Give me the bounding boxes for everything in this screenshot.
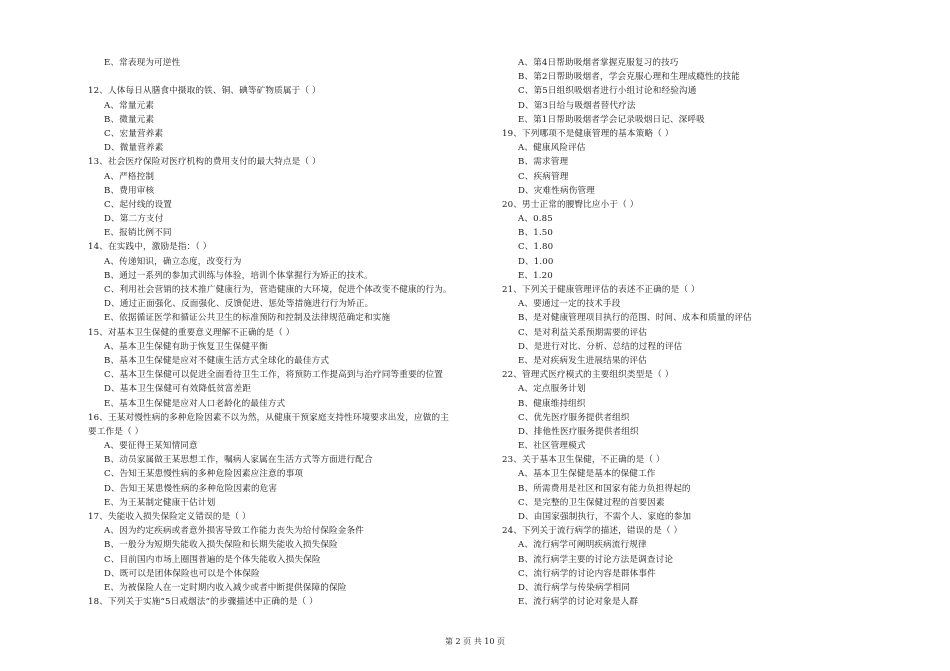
left-option-line: E、为被保险人在一定时期内收入减少或者中断提供保障的保险 [104,582,347,593]
left-option-line: A、传递知识，确立态度，改变行为 [104,256,242,267]
left-question-line: 12、人体每日从膳食中摄取的铁、铜、碘等矿物质属于（ ） [88,86,321,97]
left-question-line: 18、下列关于实施“5日戒烟法”的步骤描述中正确的是（ ） [88,597,318,608]
left-option-line: B、通过一系列的参加式训练与体验，培训个体掌握行为矫正的技术。 [104,270,373,281]
right-option-line: B、健康维持组织 [518,398,586,409]
right-option-line: C、是完整的卫生保健过程的首要因素 [518,497,665,508]
left-option-line: B、微量元素 [104,114,155,125]
right-option-line: B、所需费用是社区和国家有能力负担得起的 [518,483,691,494]
left-option-line: D、第二方支付 [104,214,164,225]
right-question-line: 19、下列哪项不是健康管理的基本策略（ ） [502,128,674,139]
right-option-line: D、第3日给与吸烟者替代疗法 [518,100,636,111]
page-footer: 第 2 页 共 10 页 [445,637,505,646]
right-option-line: C、优先医疗服务提供者组织 [518,412,630,423]
left-question-line: 要工作是（ ） [88,426,144,437]
right-option-line: B、第2日帮助吸烟者，学会克服心理和生理成瘾性的技能 [518,72,740,83]
right-option-line: A、基本卫生保健是基本的保健工作 [518,469,656,480]
left-option-line: E、常表现为可逆性 [104,58,181,68]
left-column [88,56,488,609]
left-option-line: A、要征得王某知情同意 [104,441,198,452]
left-option-line: D、通过正面强化、反面强化、反馈促进、惩处等措施进行行为矫正。 [104,299,374,310]
right-option-line: E、流行病学的讨论对象是人群 [518,597,639,608]
right-option-line: B、1.50 [518,228,553,239]
right-question-line: 22、管理式医疗模式的主要组织类型是（ ） [502,370,674,381]
left-option-line: D、既可以是团体保险也可以是个体保险 [104,568,260,579]
right-option-line: A、健康风险评估 [518,143,586,154]
right-question-line: 23、关于基本卫生保健，不正确的是（ ） [502,455,665,466]
right-option-line: A、第4日帮助吸烟者掌握克服复习的技巧 [518,58,679,68]
left-option-line: D、微量营养素 [104,143,164,154]
left-spacer [88,70,488,84]
left-option-line: E、依据循证医学和循证公共卫生的标准预防和控制及法律规范确定和实施 [104,313,391,324]
right-option-line: B、需求管理 [518,157,569,168]
right-option-line: E、1.20 [518,270,553,281]
right-option-line: D、由国家强制执行，不需个人、家庭的参加 [518,512,692,522]
right-option-line: B、是对健康管理项目执行的范围、时间、成本和质量的评估 [518,313,752,324]
right-option-line: D、灾难性病伤管理 [518,185,595,196]
right-option-line: C、是对利益关系预期需要的评估 [518,327,648,338]
right-option-line: C、流行病学的讨论内容是群体事件 [518,568,656,579]
left-option-line: D、基本卫生保健可有效降低贫富差距 [104,384,251,395]
left-question-line: 17、失能收入损失保险定义错误的是（ ） [88,512,251,522]
right-option-line: D、流行病学与传染病学相同 [518,582,630,593]
right-option-line: E、社区管理模式 [518,441,586,452]
left-question-line: 16、王某对慢性病的多种危险因素不以为然，从健康干预家庭支持性环境要求出发，应做的主 [88,412,449,423]
left-option-line: B、费用审核 [104,185,155,196]
right-option-line: D、1.00 [518,256,554,267]
left-option-line: B、一般分为短期失能收入损失保险和长期失能收入损失保险 [104,540,338,551]
left-option-line: C、宏量营养素 [104,128,164,139]
left-question-line: 13、社会医疗保险对医疗机构的费用支付的最大特点是（ ） [88,157,321,168]
right-option-line: A、要通过一定的技术手段 [518,299,621,310]
left-option-line: D、告知王某患慢性病的多种危险因素的危害 [104,483,278,494]
left-option-line: A、严格控制 [104,171,155,182]
right-option-line: A、定点服务计划 [518,384,586,395]
left-option-line: A、基本卫生保健有助于恢复卫生保健平衡 [104,341,268,352]
left-option-line: C、起付线的设置 [104,199,172,210]
right-option-line: B、流行病学主要的讨论方法是调查讨论 [518,554,674,565]
left-option-line: C、利用社会营销的技术推广健康行为，营造健康的大环境，促进个体改变不健康的行为。 [104,285,452,295]
left-option-line: C、告知王某患慢性病的多种危险因素应注意的事项 [104,469,304,480]
left-question-line: 14、在实践中，激励是指：（ ） [88,242,212,253]
right-option-line: C、疾病管理 [518,171,569,182]
left-option-line: E、报销比例不同 [104,228,172,239]
right-question-line: 21、下列关于健康管理评估的表述不正确的是（ ） [502,285,700,295]
right-option-line: E、第1日帮助吸烟者学会记录吸烟日记、深呼吸 [518,114,705,125]
left-option-line: C、基本卫生保健可以促进全面看待卫生工作，将预防工作提高到与治疗同等重要的位置 [104,370,443,381]
left-option-line: E、基本卫生保健是应对人口老龄化的最佳方式 [104,398,286,409]
right-column [502,56,902,609]
left-option-line: E、为王某制定健康干估计划 [104,497,216,508]
right-option-line: C、第5日组织吸烟者进行小组讨论和经验沟通 [518,86,697,97]
right-option-line: A、0.85 [518,214,553,225]
right-option-line: D、排他性医疗服务提供者组织 [518,426,639,437]
left-question-line: 15、对基本卫生保健的重要意义理解不正确的是（ ） [88,327,295,338]
right-option-line: C、1.80 [518,242,554,253]
right-option-line: E、是对疾病发生进展结果的评估 [518,355,647,366]
left-option-line: B、基本卫生保健是应对不健康生活方式全球化的最佳方式 [104,355,330,366]
right-question-line: 24、下列关于流行病学的描述，错误的是（ ） [502,526,683,537]
left-option-line: C、目前国内市场上圈围普遍的是个体失能收入损失保险 [104,554,321,565]
right-option-line: A、流行病学可阐明疾病流行规律 [518,540,647,551]
right-question-line: 20、男士正常的腰臀比应小于（ ） [502,199,639,210]
left-option-line: B、动员家属做王某思想工作，嘱病人家属在生活方式等方面进行配合 [104,455,373,466]
left-option-line: A、常量元素 [104,100,155,111]
left-option-line: A、因为约定疾病或者意外损害导致工作能力丧失为给付保险金条件 [104,526,364,537]
right-option-line: D、是进行对比、分析、总结的过程的评估 [518,341,683,352]
